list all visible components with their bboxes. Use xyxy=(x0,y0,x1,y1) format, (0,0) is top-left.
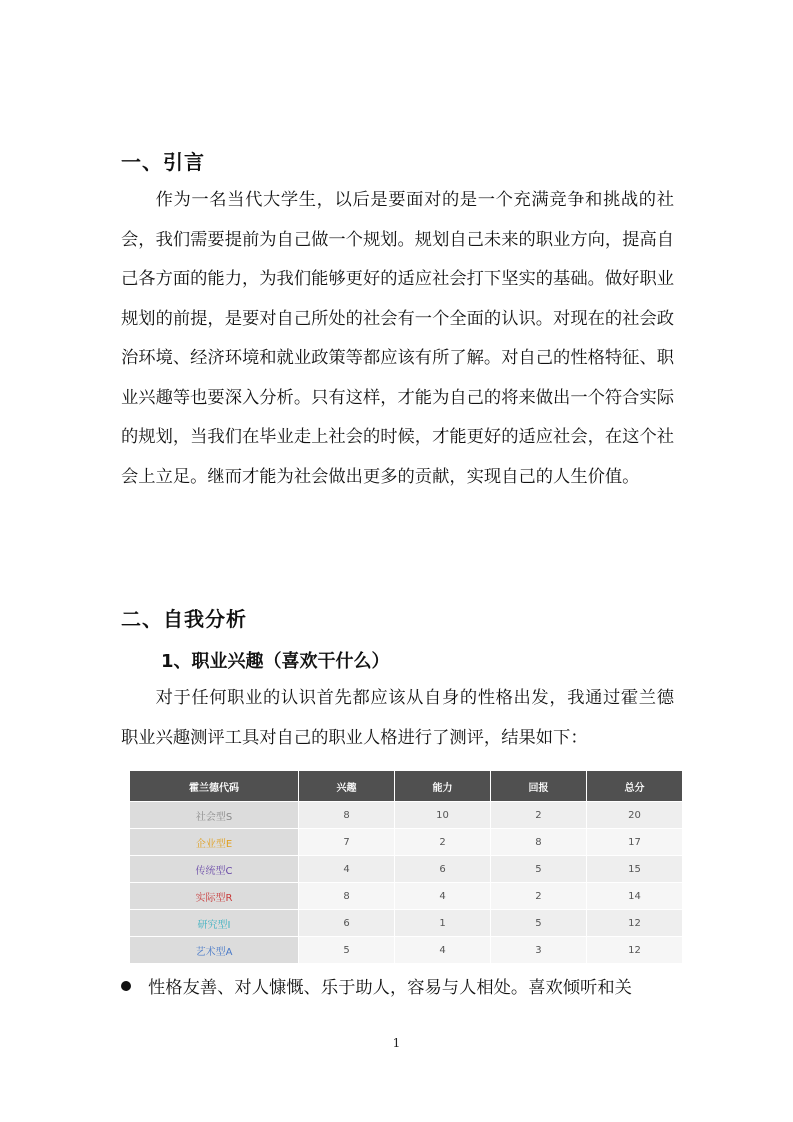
code-cell: 社会型S xyxy=(130,802,299,829)
bullet-item xyxy=(121,975,681,1001)
reward-cell: 8 xyxy=(491,829,587,856)
code-cell: 实际型R xyxy=(130,883,299,910)
total-cell: 17 xyxy=(586,829,682,856)
ability-cell: 1 xyxy=(395,910,491,937)
table-row xyxy=(130,910,683,937)
header-ability: 能力 xyxy=(395,771,491,802)
table-header-row xyxy=(130,771,683,802)
section-heading-self-analysis: 二、自我分析 xyxy=(121,607,247,631)
ability-cell: 2 xyxy=(395,829,491,856)
header-code: 霍兰德代码 xyxy=(130,771,299,802)
interest-paragraph: 对于任何职业的认识首先都应该从自身的性格出发，我通过霍兰德职业兴趣测评工具对自己的职业人格进行了测评，结果如下： xyxy=(121,688,674,748)
bullet-dot-icon xyxy=(121,981,131,991)
header-total: 总分 xyxy=(586,771,682,802)
interest-cell: 8 xyxy=(299,883,395,910)
code-cell: 企业型E xyxy=(130,829,299,856)
code-cell: 传统型C xyxy=(130,856,299,883)
header-interest: 兴趣 xyxy=(299,771,395,802)
interest-cell: 7 xyxy=(299,829,395,856)
reward-cell: 2 xyxy=(491,883,587,910)
header-reward: 回报 xyxy=(491,771,587,802)
table-row xyxy=(130,856,683,883)
page-number: 1 xyxy=(392,1036,401,1050)
intro-paragraph: 作为一名当代大学生，以后是要面对的是一个充满竞争和挑战的社会，我们需要提前为自己做一个规划。规划自己未来的职业方向，提高自己各方面的能力，为我们能够更好的适应社会打下坚实的基础。做好职业规划的前提，是要对自己所处的社会有一个全面的认识。对现在的社会政治环境、经济环境和就业政策等都应该有所了解。对自己的性格特征、职业兴趣等也要深入分析。只有这样，才能为自己的将来做出一个符合实际的规划，当我们在毕业走上社会的时候，才能更好的适应社会，在这个社会上立足。继而才能为社会做出更多的贡献，实现自己的人生价值。 xyxy=(121,190,675,487)
ability-cell: 4 xyxy=(395,883,491,910)
bullet-text: 性格友善、对人慷慨、乐于助人，容易与人相处。喜欢倾听和关 xyxy=(148,978,632,998)
total-cell: 12 xyxy=(586,910,682,937)
code-cell: 研究型I xyxy=(130,910,299,937)
ability-cell: 10 xyxy=(395,802,491,829)
ability-cell: 4 xyxy=(395,937,491,964)
code-cell: 艺术型A xyxy=(130,937,299,964)
section-heading-intro: 一、引言 xyxy=(121,150,205,174)
table-row xyxy=(130,937,683,964)
table-row xyxy=(130,883,683,910)
reward-cell: 3 xyxy=(491,937,587,964)
interest-cell: 4 xyxy=(299,856,395,883)
table-row xyxy=(130,802,683,829)
reward-cell: 5 xyxy=(491,910,587,937)
reward-cell: 2 xyxy=(491,802,587,829)
subsection-heading-interest: 1、职业兴趣（喜欢干什么） xyxy=(161,651,390,672)
total-cell: 15 xyxy=(586,856,682,883)
interest-cell: 6 xyxy=(299,910,395,937)
total-cell: 20 xyxy=(586,802,682,829)
table-row xyxy=(130,829,683,856)
total-cell: 12 xyxy=(586,937,682,964)
interest-cell: 5 xyxy=(299,937,395,964)
holland-code-table xyxy=(129,770,683,964)
interest-cell: 8 xyxy=(299,802,395,829)
ability-cell: 6 xyxy=(395,856,491,883)
total-cell: 14 xyxy=(586,883,682,910)
reward-cell: 5 xyxy=(491,856,587,883)
